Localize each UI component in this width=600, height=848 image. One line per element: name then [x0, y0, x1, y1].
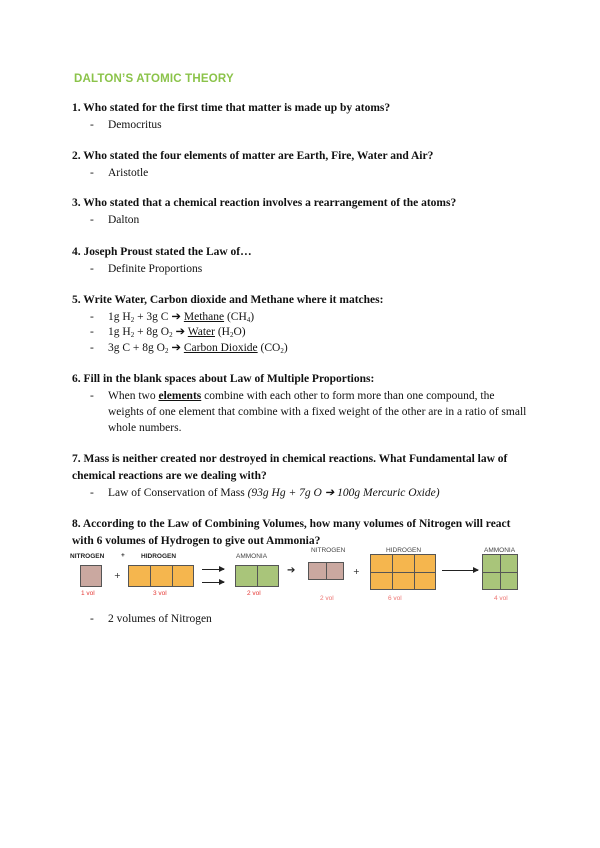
subscript: 2: [130, 331, 135, 339]
bullet-dash: -: [90, 487, 94, 499]
arrow-icon: ➔: [175, 326, 186, 338]
bullet-dash: -: [90, 326, 94, 338]
reactant-b: + 8g O: [134, 326, 170, 338]
formula-end: O): [233, 326, 246, 338]
bullet-dash: -: [90, 214, 94, 226]
question-2: 2. Who stated the four elements of matter are Earth, Fire, Water and Air?: [72, 150, 434, 162]
answer-6-post: combine with each other to form more than one compound, the weights of one element that combine with a fixed weight of the other are in a ratio of small whole numbers.: [108, 390, 527, 434]
nitrogen-label: NITROGEN: [70, 553, 105, 560]
plus-sign: +: [114, 571, 121, 580]
hydrogen-volume-label: 3 vol: [153, 590, 167, 597]
question-5: 5. Write Water, Carbon dioxide and Methane where it matches:: [72, 294, 384, 306]
question-7: 7. Mass is neither created nor destroyed in chemical reactions. What Fundamental law of chemical reactions are we dealing with?: [72, 453, 508, 482]
bullet-dash: -: [90, 167, 94, 179]
formula: (CH: [224, 311, 247, 323]
question-3: 3. Who stated that a chemical reaction involves a rearrangement of the atoms?: [72, 197, 457, 209]
answer-1: [90, 117, 530, 134]
answer-1-text: Democritus: [108, 119, 162, 131]
answer-2-text: Aristotle: [108, 167, 149, 179]
ammonia-volume-label-2: 4 vol: [494, 595, 508, 602]
answer-5-line-3: [90, 340, 530, 360]
answer-3: [90, 212, 530, 229]
subscript: 2: [169, 331, 173, 339]
answer-4: [90, 261, 530, 278]
arrow-icon: [442, 570, 478, 571]
bullet-dash: -: [90, 390, 94, 402]
ammonia-volume-label: 2 vol: [247, 590, 261, 597]
hydrogen-volume-box: [128, 565, 194, 587]
reactant-a: 3g C + 8g O: [108, 342, 165, 354]
answer-6-pre: When two: [108, 390, 159, 402]
bullet-dash: -: [90, 342, 94, 354]
bullet-dash: -: [90, 311, 94, 323]
question-6: 6. Fill in the blank spaces about Law of Multiple Proportions:: [72, 373, 375, 385]
answer-8: [90, 611, 530, 628]
hydrogen-label-2: HIDROGEN: [386, 547, 422, 554]
subscript: 2: [280, 347, 284, 355]
combining-volumes-diagram: [70, 546, 530, 606]
nitrogen-label-2: NITROGEN: [311, 547, 346, 554]
arrow-icon: ➔: [287, 565, 296, 576]
answer-6: [90, 388, 530, 436]
answer-7-example: (93g Hg + 7g O ➔ 100g Mercuric Oxide): [247, 487, 440, 499]
question-1: 1. Who stated for the first time that matter is made up by atoms?: [72, 102, 391, 114]
answer-2: [90, 165, 530, 182]
question-4: 4. Joseph Proust stated the Law of…: [72, 246, 252, 258]
answer-7: [90, 485, 530, 502]
ammonia-label-2: AMMONIA: [484, 547, 516, 554]
page-title: DALTON’S ATOMIC THEORY: [74, 73, 234, 85]
hydrogen-volume-label-2: 6 vol: [388, 595, 402, 602]
ammonia-label: AMMONIA: [236, 553, 268, 560]
formula: (CO: [257, 342, 281, 354]
formula: (H: [214, 326, 230, 338]
arrow-icon: [202, 582, 224, 583]
subscript: 2: [130, 316, 135, 324]
reactant-b: + 3g C: [134, 311, 172, 323]
arrow-icon: ➔: [171, 342, 181, 354]
hydrogen-volume-box-2: [370, 554, 436, 590]
nitrogen-volume-box-2: [308, 562, 344, 580]
reactant-a: 1g H: [108, 311, 131, 323]
product-name: Carbon Dioxide: [183, 342, 258, 354]
nitrogen-volume-box: [80, 565, 102, 587]
subscript: 4: [246, 316, 251, 324]
answer-4-text: Definite Proportions: [108, 263, 203, 275]
plus-label: +: [121, 552, 125, 559]
hydrogen-label: HIDROGEN: [141, 553, 177, 560]
bullet-dash: -: [90, 613, 94, 625]
ammonia-volume-box-2: [482, 554, 518, 590]
answer-7-text: Law of Conservation of Mass: [108, 487, 248, 499]
bullet-dash: -: [90, 263, 94, 275]
nitrogen-volume-label-2: 2 vol: [320, 595, 334, 602]
arrow-icon: [202, 569, 224, 570]
product-name: Methane: [183, 311, 225, 323]
answer-8-text: 2 volumes of Nitrogen: [108, 613, 212, 625]
answer-6-blank: elements: [158, 390, 202, 402]
plus-sign: +: [353, 567, 360, 576]
product-name: Water: [187, 326, 215, 338]
reactant-a: 1g H: [108, 326, 131, 338]
formula-end: ): [283, 342, 288, 354]
subscript: 2: [229, 331, 234, 339]
ammonia-volume-box: [235, 565, 279, 587]
bullet-dash: -: [90, 119, 94, 131]
question-8: 8. According to the Law of Combining Volumes, how many volumes of Nitrogen will react with 6 volumes of Hydrogen to give out Ammonia?: [72, 518, 511, 547]
formula-end: ): [250, 311, 255, 323]
nitrogen-volume-label: 1 vol: [81, 590, 95, 597]
arrow-icon: ➔: [171, 311, 181, 323]
answer-3-text: Dalton: [108, 214, 140, 226]
subscript: 2: [164, 347, 169, 355]
